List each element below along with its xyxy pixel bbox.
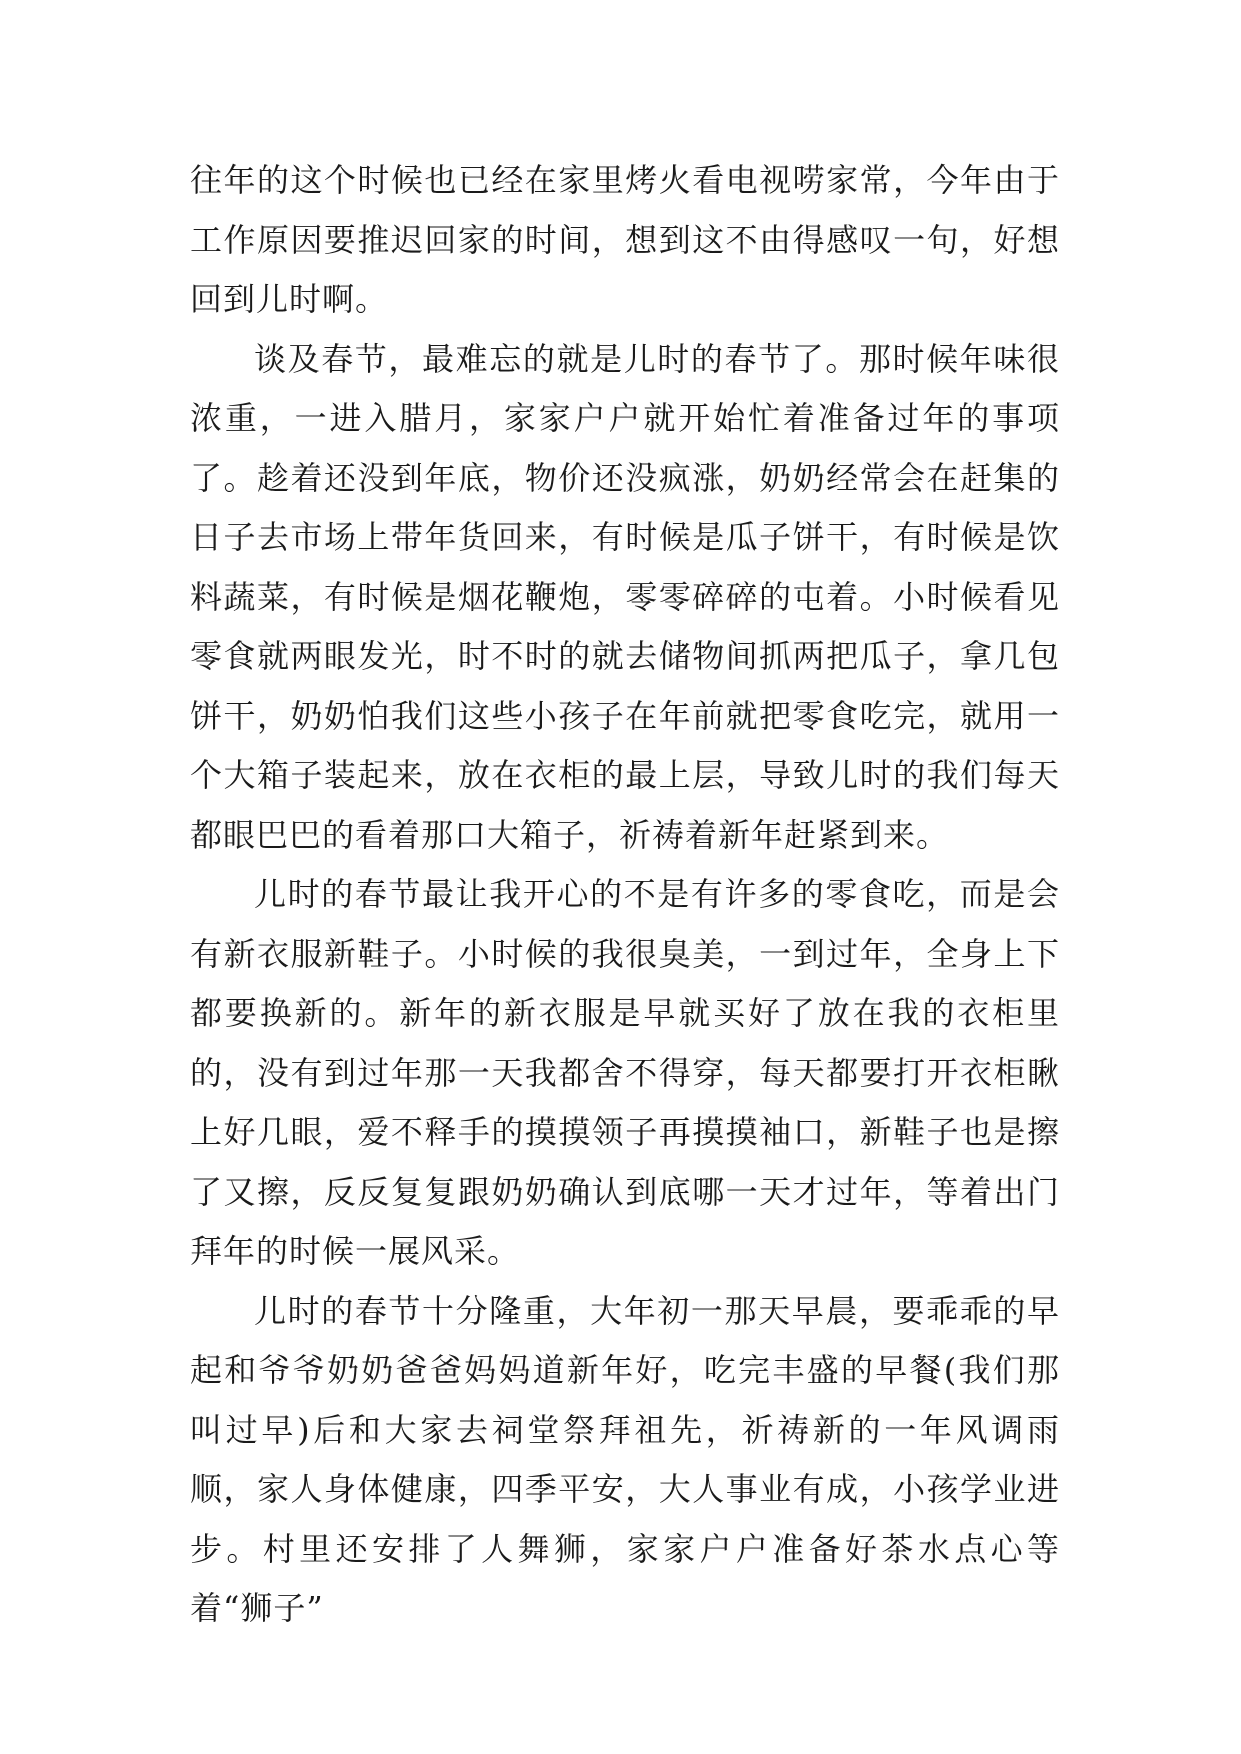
paragraph-3: 儿时的春节最让我开心的不是有许多的零食吃，而是会有新衣服新鞋子。小时候的我很臭美，一到过年，全身上下都要换新的。新年的新衣服是早就买好了放在我的衣柜里的，没有到过年那一天我都舍不得穿，每天都要打开衣柜瞅上好几眼，爱不释手的摸摸领子再摸摸袖口，新鞋子也是擦了又擦，反反复复跟奶奶确认到底哪一天才过年，等着出门拜年的时候一展风采。 bbox=[190, 875, 1060, 1270]
document-body bbox=[190, 151, 1060, 1639]
paragraph-1: 往年的这个时候也已经在家里烤火看电视唠家常，今年由于工作原因要推迟回家的时间，想到这不由得感叹一句，好想回到儿时啊。 bbox=[190, 161, 1060, 318]
paragraph-2: 谈及春节，最难忘的就是儿时的春节了。那时候年味很浓重，一进入腊月，家家户户就开始忙着准备过年的事项了。趁着还没到年底，物价还没疯涨，奶奶经常会在赶集的日子去市场上带年货回来，有时候是瓜子饼干，有时候是饮料蔬菜，有时候是烟花鞭炮，零零碎碎的屯着。小时候看见零食就两眼发光，时不时的就去储物间抓两把瓜子，拿几包饼干，奶奶怕我们这些小孩子在年前就把零食吃完，就用一个大箱子装起来，放在衣柜的最上层，导致儿时的我们每天都眼巴巴的看着那口大箱子，祈祷着新年赶紧到来。 bbox=[190, 339, 1060, 854]
paragraph-4: 儿时的春节十分隆重，大年初一那天早晨，要乖乖的早起和爷爷奶奶爸爸妈妈道新年好，吃完丰盛的早餐(我们那叫过早)后和大家去祠堂祭拜祖先，祈祷新的一年风调雨顺，家人身体健康，四季平安，大人事业有成，小孩学业进步。村里还安排了人舞狮，家家户户准备好茶水点心等着“狮子” bbox=[190, 1291, 1060, 1627]
